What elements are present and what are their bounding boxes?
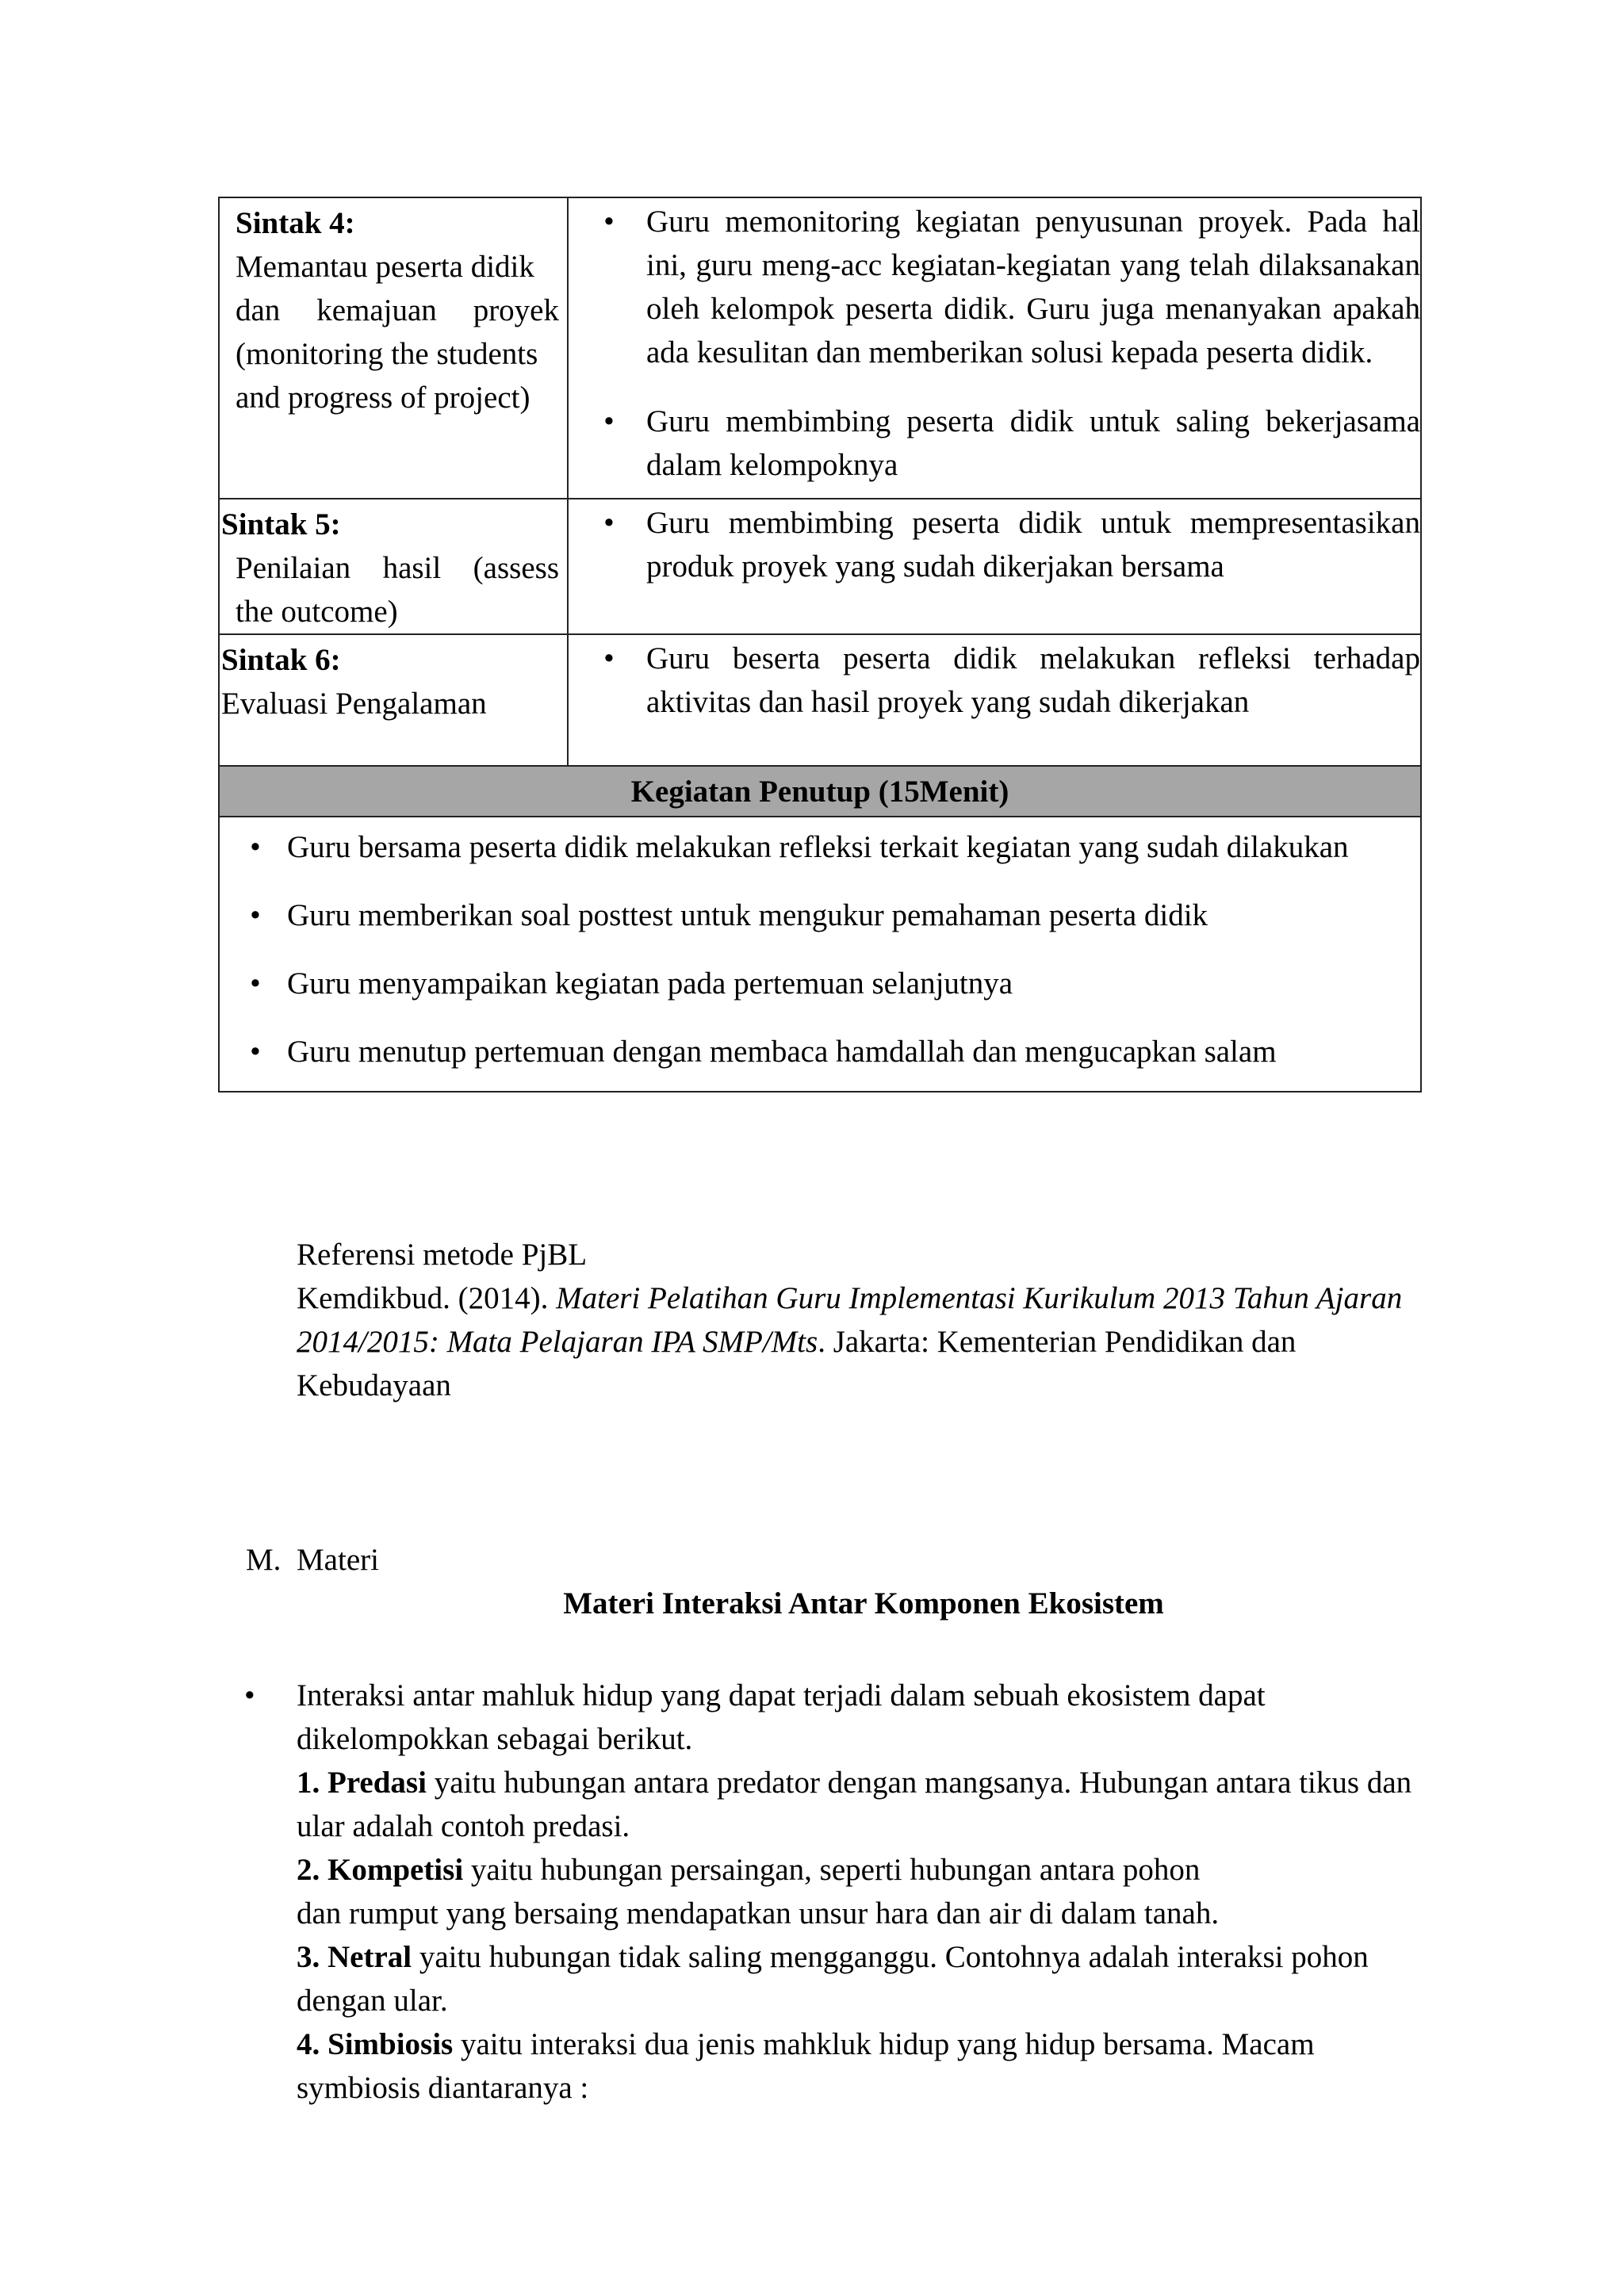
sintak-4-desc-line: Memantau peserta didik: [236, 250, 534, 284]
materi-intro: Interaksi antar mahluk hidup yang dapat terjadi dalam sebuah ekosistem dapat dikelompokkan sebagai berikut.: [297, 1678, 1266, 1756]
sintak-5-activities: [568, 499, 1421, 634]
list-item: • Guru beserta peserta didik melakukan refleksi terhadap aktivitas dan hasil proyek yang sudah dikerjakan: [569, 637, 1420, 724]
bullet-icon: •: [603, 205, 615, 239]
reference-block: [297, 1233, 1423, 1407]
list-item: • Guru menyampaikan kegiatan pada pertemuan selanjutnya: [220, 962, 1420, 1005]
sintak-6-activities: [568, 634, 1421, 766]
list-item: • Guru bersama peserta didik melakukan refleksi terkait kegiatan yang sudah dilakukan: [220, 825, 1420, 869]
reference-citation: Kemdikbud. (2014). Materi Pelatihan Guru Implementasi Kurikulum 2013 Tahun Ajaran 2014/2015: Mata Pelajaran IPA SMP/Mts. Jakarta: Kementerian Pendidikan dan Kebudayaan: [297, 1281, 1403, 1402]
list-item: • Guru memberikan soal posttest untuk mengukur pemahaman peserta didik: [220, 894, 1420, 937]
sintak-5-desc-line: the outcome): [236, 595, 398, 629]
section-heading-m: [246, 1538, 379, 1582]
bullet-icon: •: [250, 898, 261, 932]
sintak-4-title: Sintak 4:: [236, 206, 355, 240]
lesson-activity-table: [218, 197, 1422, 1093]
closing-heading: Kegiatan Penutup (15Menit): [219, 766, 1421, 817]
sintak-4-cell: [219, 197, 568, 499]
sintak-4-desc-line: dan kemajuan proyek: [236, 293, 559, 327]
section-label: M.: [246, 1543, 282, 1577]
sintak-4-desc-line: (monitoring the students: [236, 337, 538, 371]
list-item: • Guru membimbing peserta didik untuk saling bekerjasama dalam kelompoknya: [569, 400, 1420, 487]
sintak-6-title: Sintak 6:: [221, 643, 341, 677]
table-row-sintak-4: [219, 197, 1421, 499]
sintak-5-cell: [219, 499, 568, 634]
reference-title: Materi Pelatihan Guru Implementasi Kurikulum 2013 Tahun Ajaran 2014/2015: Mata Pelajaran IPA SMP/Mts: [297, 1281, 1403, 1359]
list-item: • Guru menutup pertemuan dengan membaca hamdallah dan mengucapkan salam: [220, 1030, 1420, 1073]
table-row-sintak-5: [219, 499, 1421, 634]
reference-heading: Referensi metode PjBL: [297, 1238, 588, 1272]
bullet-icon: •: [603, 641, 615, 675]
materi-title: Materi Interaksi Antar Komponen Ekosistem: [563, 1586, 1164, 1621]
closing-heading-row: [219, 766, 1421, 817]
list-item: • Guru membimbing peserta didik untuk mempresentasikan produk proyek yang sudah dikerjakan bersama: [569, 501, 1420, 588]
bullet-icon: •: [603, 506, 615, 540]
sintak-6-desc-line: Evaluasi Pengalaman: [221, 687, 487, 721]
materi-item-simbiosis: 4. Simbiosis yaitu interaksi dua jenis mahkluk hidup yang hidup bersama. Macam symbiosis diantaranya :: [297, 2027, 1315, 2105]
closing-items-row: [219, 817, 1421, 1092]
bullet-icon: •: [244, 1678, 255, 1712]
sintak-4-activities: [568, 197, 1421, 499]
list-item: • Guru memonitoring kegiatan penyusunan proyek. Pada hal ini, guru meng-acc kegiatan-kegiatan yang telah dilaksanakan oleh kelompok peserta didik. Guru juga menanyakan apakah ada kesulitan dan memberikan solusi kepada peserta didik.: [569, 200, 1420, 374]
sintak-5-desc-line: Penilaian hasil (assess: [236, 551, 559, 585]
sintak-4-desc-line: and progress of project): [236, 381, 530, 415]
bullet-icon: •: [250, 966, 261, 1001]
sintak-5-title: Sintak 5:: [221, 507, 341, 541]
closing-items-cell: [219, 817, 1421, 1092]
bullet-icon: •: [250, 830, 261, 864]
materi-item-kompetisi: 2. Kompetisi yaitu hubungan persaingan, seperti hubungan antara pohon dan rumput yang bersaing mendapatkan unsur hara dan air di dalam tanah.: [297, 1853, 1220, 1931]
sintak-6-cell: [219, 634, 568, 766]
table-row-sintak-6: [219, 634, 1421, 766]
bullet-icon: •: [250, 1035, 261, 1069]
section-title: Materi: [297, 1543, 379, 1577]
materi-item-netral: 3. Netral yaitu hubungan tidak saling mengganggu. Contohnya adalah interaksi pohon dengan ular.: [297, 1940, 1369, 2018]
bullet-icon: •: [603, 404, 615, 438]
materi-item-predasi: 1. Predasi yaitu hubungan antara predator dengan mangsanya. Hubungan antara tikus dan ular adalah contoh predasi.: [297, 1766, 1412, 1843]
materi-body: [297, 1674, 1438, 2110]
